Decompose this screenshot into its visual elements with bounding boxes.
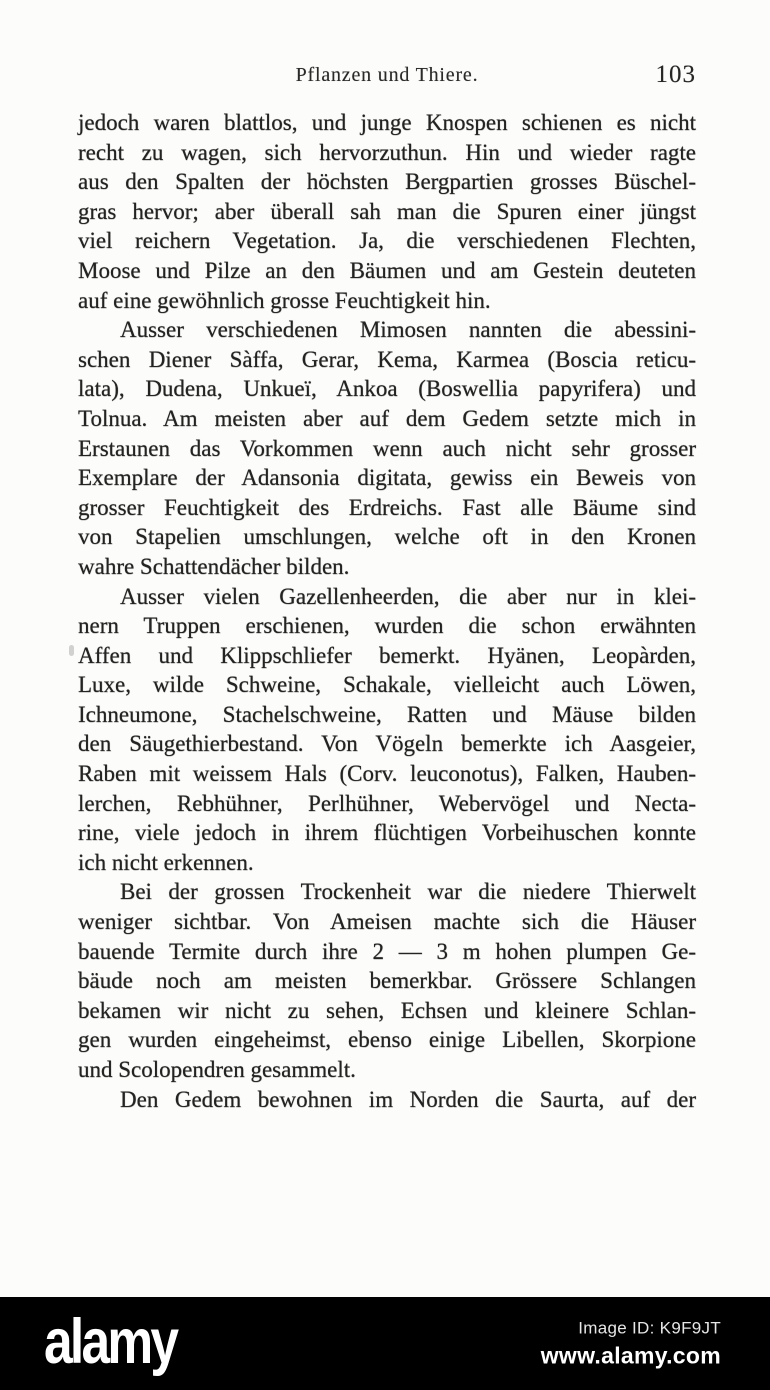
text-line: Exemplare der Adansonia digitata, gewiss ein Beweis von bbox=[78, 465, 696, 491]
text-line: Affen und Klippschliefer bemerkt. Hyänen, Leopàrden, bbox=[78, 642, 696, 668]
text-line: gen wurden eingeheimst, ebenso einige Libellen, Skorpione bbox=[78, 1027, 696, 1053]
text-line: Ausser vielen Gazellenheerden, die aber nur in klei- bbox=[120, 583, 696, 609]
text-line: weniger sichtbar. Von Ameisen machte sich die Häuser bbox=[78, 909, 696, 935]
text-line: bauende Termite durch ihre 2 — 3 m hohen plumpen Ge- bbox=[78, 938, 696, 964]
text-line: ich nicht erkennen. bbox=[78, 849, 254, 875]
scan-smudge bbox=[69, 645, 74, 656]
text-line: jedoch waren blattlos, und junge Knospen schienen es nicht bbox=[78, 110, 696, 135]
paragraph bbox=[78, 315, 696, 581]
text-line: gras hervor; aber überall sah man die Spuren einer jüngst bbox=[78, 198, 696, 224]
page-body bbox=[78, 108, 696, 1114]
paragraph bbox=[78, 877, 696, 1084]
alamy-url: www.alamy.com bbox=[540, 1342, 721, 1368]
paragraph bbox=[78, 108, 696, 315]
watermark-bar bbox=[0, 1297, 770, 1390]
text-line: recht zu wagen, sich hervorzuthun. Hin und wieder ragte bbox=[78, 139, 696, 165]
text-line: Bei der grossen Trockenheit war die niedere Thierwelt bbox=[120, 879, 696, 905]
text-line: Tolnua. Am meisten aber auf dem Gedem setzte mich in bbox=[78, 405, 696, 431]
watermark-info bbox=[541, 1318, 721, 1369]
text-line: grosser Feuchtigkeit des Erdreichs. Fast alle Bäume sind bbox=[78, 494, 696, 520]
text-line: bekamen wir nicht zu sehen, Echsen und kleinere Schlan- bbox=[78, 997, 696, 1023]
page-number: 103 bbox=[655, 61, 696, 88]
alamy-logo: alamy bbox=[44, 1305, 177, 1377]
text-line: von Stapelien umschlungen, welche oft in den Kronen bbox=[78, 524, 696, 550]
text-line: aus den Spalten der höchsten Bergpartien grosses Büschel- bbox=[78, 169, 696, 195]
text-line: Ichneumone, Stachelschweine, Ratten und Mäuse bilden bbox=[78, 701, 696, 727]
text-line: Luxe, wilde Schweine, Schakale, vielleicht auch Löwen, bbox=[78, 672, 696, 698]
paragraph bbox=[78, 1085, 696, 1115]
text-line: auf eine gewöhnlich grosse Feuchtigkeit hin. bbox=[78, 287, 491, 313]
text-line: lerchen, Rebhühner, Perlhühner, Webervögel und Necta- bbox=[78, 790, 696, 816]
text-line: und Scolopendren gesammelt. bbox=[78, 1057, 356, 1082]
text-line: wahre Schattendächer bilden. bbox=[78, 553, 350, 579]
text-line: Den Gedem bewohnen im Norden die Saurta, auf der bbox=[120, 1086, 696, 1112]
text-line: bäude noch am meisten bemerkbar. Grössere Schlangen bbox=[78, 968, 696, 994]
text-line: den Säugethierbestand. Von Vögeln bemerkte ich Aasgeier, bbox=[78, 731, 696, 757]
text-line: rine, viele jedoch in ihrem flüchtigen Vorbeihuschen konnte bbox=[78, 820, 696, 846]
running-header bbox=[78, 61, 696, 92]
text-line: viel reichern Vegetation. Ja, die verschiedenen Flechten, bbox=[78, 228, 696, 254]
text-line: schen Diener Sàffa, Gerar, Kema, Karmea (Boscia reticu- bbox=[78, 346, 696, 372]
text-line: Raben mit weissem Hals (Corv. leuconotus), Falken, Hauben- bbox=[78, 761, 696, 787]
text-line: Moose und Pilze an den Bäumen und am Gestein deuteten bbox=[78, 257, 696, 283]
text-line: Erstaunen das Vorkommen wenn auch nicht sehr grosser bbox=[78, 435, 696, 461]
image-id-text: Image ID: K9F9JT bbox=[578, 1318, 721, 1337]
text-line: nern Truppen erschienen, wurden die schon erwähnten bbox=[78, 613, 696, 639]
text-line: Ausser verschiedenen Mimosen nannten die abessini- bbox=[120, 317, 696, 343]
page-header-title: Pflanzen und Thiere. bbox=[295, 64, 479, 86]
paragraph bbox=[78, 582, 696, 878]
text-line: lata), Dudena, Unkueï, Ankoa (Boswellia papyrifera) und bbox=[78, 376, 696, 402]
